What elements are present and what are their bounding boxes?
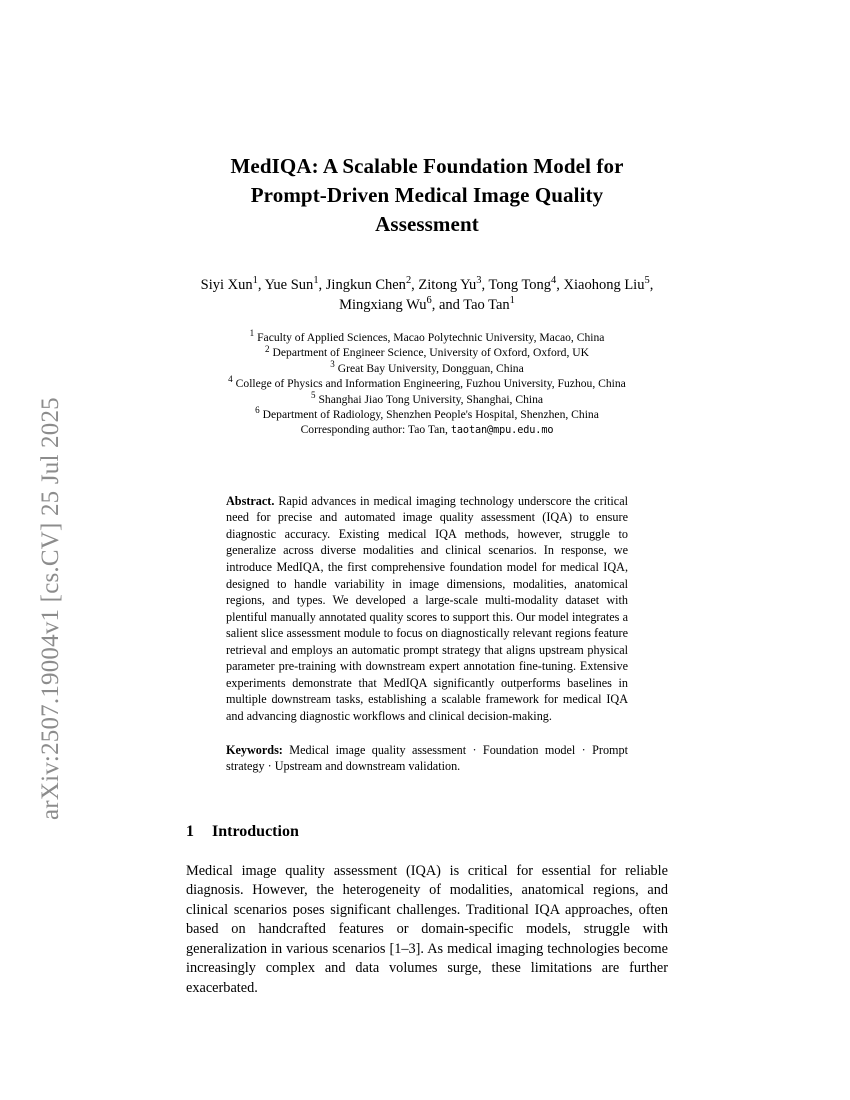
affiliation-marker: 1 (249, 328, 255, 339)
corresponding-author-line (186, 422, 668, 438)
author-name: , Zitong Yu (411, 277, 477, 293)
section-title: Introduction (212, 822, 299, 840)
affiliation-list (186, 330, 668, 439)
affiliation-text: Great Bay University, Dongguan, China (337, 361, 524, 375)
author-line-1 (186, 275, 668, 295)
affiliation-marker: 6 (255, 405, 260, 416)
author-name: , and Tao Tan (431, 297, 510, 313)
abstract (226, 493, 628, 725)
corresponding-author-email[interactable]: taotan@mpu.edu.mo (450, 425, 554, 437)
affiliation-marker: 3 (330, 358, 335, 369)
author-affiliation-marker: 3 (476, 275, 482, 287)
section-number: 1 (186, 822, 194, 840)
affiliation-item (186, 330, 668, 345)
affiliation-item (186, 407, 668, 422)
keywords-label: Keywords: (226, 742, 283, 757)
affiliation-item (186, 358, 668, 376)
arxiv-identifier-stamp: arXiv:2507.19004v1 [cs.CV] 25 Jul 2025 (37, 397, 64, 820)
author-list (186, 275, 668, 315)
keywords (226, 742, 628, 775)
affiliation-marker: 2 (265, 343, 270, 354)
keywords-body: Medical image quality assessment · Foundation model · Prompt strategy · Upstream and downstream validation. (226, 742, 629, 774)
author-affiliation-marker: 5 (644, 275, 650, 287)
author-name: , Xiaohong Liu (556, 277, 645, 293)
title-line-1: MedIQA: A Scalable Foundation Model for (230, 154, 624, 178)
affiliation-item (186, 345, 668, 360)
affiliation-text: Shanghai Jiao Tong University, Shanghai, China (318, 392, 544, 406)
section-paragraph: Medical image quality assessment (IQA) is critical for essential for reliable diagnosis. However, the heterogeneity of modalities, anatomical regions, and clinical scenarios poses significant challenges. Traditional IQA approaches, often based on handcrafted features or domain-specific models, struggle with generalization in various scenarios [1–3]. As medical imaging technologies become increasingly complex and data volumes surge, these limitations are further exacerbated. (186, 862, 668, 996)
affiliation-marker: 4 (228, 374, 233, 385)
author-affiliation-marker: 2 (405, 275, 412, 287)
author-name: , Jingkun Chen (318, 277, 406, 293)
author-affiliation-marker: 1 (509, 295, 515, 307)
affiliation-item (186, 376, 668, 391)
abstract-label: Abstract. (226, 493, 275, 508)
abstract-block (226, 493, 628, 775)
author-affiliation-marker: 6 (426, 295, 432, 307)
affiliation-text: College of Physics and Information Engineering, Fuzhou University, Fuzhou, China (235, 377, 626, 391)
author-separator: , (649, 277, 654, 293)
author-affiliation-marker: 1 (252, 275, 258, 287)
affiliation-marker: 5 (310, 389, 316, 400)
author-affiliation-marker: 1 (313, 275, 319, 287)
section-heading-introduction (186, 822, 668, 842)
author-line-2 (186, 295, 668, 315)
author-name: , Yue Sun (257, 277, 314, 293)
author-affiliation-marker: 4 (551, 275, 557, 287)
affiliation-text: Department of Engineer Science, University of Oxford, Oxford, UK (272, 346, 589, 360)
author-name: , Tong Tong (481, 277, 552, 293)
author-name: Siyi Xun (200, 277, 253, 293)
affiliation-text: Faculty of Applied Sciences, Macao Polytechnic University, Macao, China (257, 331, 605, 344)
title-line-3: Assessment (375, 212, 479, 236)
corresponding-author-label: Corresponding author: Tao Tan, (300, 423, 451, 437)
paper-page (186, 0, 668, 1100)
author-name: Mingxiang Wu (339, 297, 427, 313)
affiliation-text: Department of Radiology, Shenzhen People's Hospital, Shenzhen, China (262, 408, 599, 422)
title-line-2: Prompt-Driven Medical Image Quality (250, 183, 604, 207)
page-title (186, 152, 668, 239)
abstract-body: Rapid advances in medical imaging technology underscore the critical need for precise and automated image quality assessment (IQA) to ensure diagnostic accuracy. Existing medical IQA methods, however, struggle to generalize across diverse modalities and clinical scenarios. In response, we introduce MedIQA, the first comprehensive foundation model for medical IQA, designed to handle variability in image dimensions, modalities, anatomical regions, and types. We developed a large-scale multi-modality dataset with plentiful manually annotated quality scores to support this. Our model integrates a salient slice assessment module to focus on diagnostically relevant regions feature retrieval and employs an automatic prompt strategy that aligns upstream physical parameter pre-training with downstream expert annotation fine-tuning. Extensive experiments demonstrate that MedIQA significantly outperforms baselines in multiple downstream tasks, establishing a scalable framework for medical IQA and advancing diagnostic workflows and clinical decision-making. (226, 493, 629, 723)
